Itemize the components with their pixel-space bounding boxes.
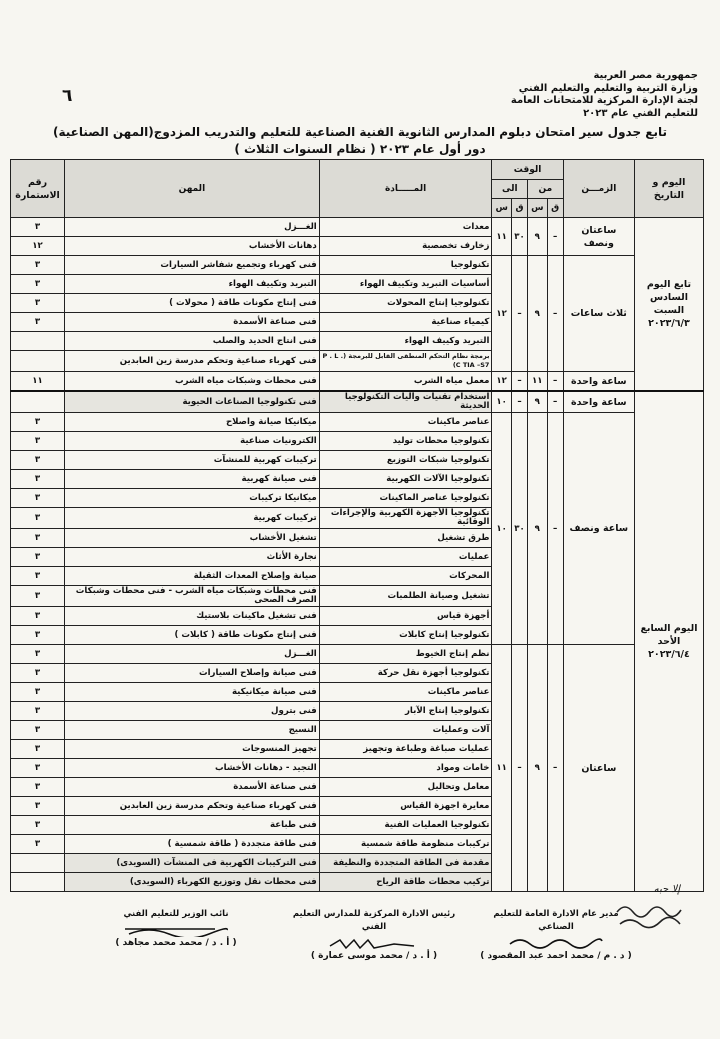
exam-schedule-table	[10, 159, 704, 892]
form-cell: ٣	[11, 275, 65, 294]
col-from: من	[528, 180, 564, 199]
form-cell: ٣	[11, 664, 65, 683]
to-q: ٣٠	[511, 218, 527, 256]
from-q: –	[547, 413, 563, 645]
to-s: ١٢	[492, 256, 511, 372]
to-s: ١٠	[492, 413, 511, 645]
profession-cell: فنى محطات وشبكات مياه الشرب - فنى محطات وشبكات الصرف الصحى	[65, 586, 320, 607]
subject-cell: مقدمة فى الطاقة المتجددة والنظيفة	[319, 854, 492, 873]
subject-cell: تكنولوجيا إنتاج كابلات	[319, 626, 492, 645]
col-from-s: س	[528, 199, 547, 218]
signature-role: مدير عام الادارة العامة للتعليم الصناعي	[493, 909, 619, 932]
subject-cell: التبريد وكييف الهواء	[319, 332, 492, 351]
subject-cell: تكنولوجيا الآلات الكهربية	[319, 470, 492, 489]
profession-cell: تركيبات كهربية للمنشآت	[65, 451, 320, 470]
subject-cell: تكنولوجيا إنتاج الآبار	[319, 702, 492, 721]
profession-cell: فنى بترول	[65, 702, 320, 721]
subject-cell: طرق تشغيل	[319, 529, 492, 548]
signature-name: ( أ . د / محمد موسى عمارة )	[310, 951, 438, 961]
day-cell: اليوم السابع الأحد ٢٠٢٣/٦/٤	[634, 391, 703, 892]
profession-cell: فنى محطات نقل وتوزيع الكهرباء (السويدى)	[65, 873, 320, 892]
approval-note: إلا حبه	[653, 884, 680, 895]
profession-cell: ميكانيكا صيانة واصلاح	[65, 413, 320, 432]
from-q: –	[547, 391, 563, 413]
duration-cell: ساعة واحدة	[563, 372, 634, 392]
from-q: –	[547, 645, 563, 892]
table-row	[11, 256, 704, 275]
subject-cell: تركيبات منظومة طاقة شمسية	[319, 835, 492, 854]
profession-cell: تركيبات كهربية	[65, 508, 320, 529]
subject-cell: تشغيل وصيانة الطلمبات	[319, 586, 492, 607]
signature-block-2	[284, 908, 464, 963]
signature-name: ( أ . د / محمد محمد مجاهد )	[115, 938, 237, 948]
subject-cell: خامات ومواد	[319, 759, 492, 778]
col-to-q: ق	[511, 199, 527, 218]
subject-cell: تكنولوجيا شبكات التوزيع	[319, 451, 492, 470]
col-time: الوقت	[492, 160, 563, 180]
col-subject: المـــــادة	[319, 160, 492, 218]
form-cell: ٣	[11, 413, 65, 432]
form-cell: ١١	[11, 372, 65, 392]
profession-cell: فنى صيانة كهربية	[65, 470, 320, 489]
form-cell: ٣	[11, 529, 65, 548]
table-row	[11, 391, 704, 413]
signature-role: نائب الوزير للتعليم الفني	[123, 909, 229, 919]
form-cell: ٣	[11, 626, 65, 645]
profession-cell: الغـــزل	[65, 645, 320, 664]
profession-cell: التجيد - دهانات الأخشاب	[65, 759, 320, 778]
to-s: ١٠	[492, 391, 511, 413]
profession-cell: فنى محطات وشبكات مياه الشرب	[65, 372, 320, 392]
form-cell: ٣	[11, 835, 65, 854]
subject-cell: تكنولوجيا عناصر الماكينات	[319, 489, 492, 508]
subject-cell: كيمياء صناعية	[319, 313, 492, 332]
table-row	[11, 645, 704, 664]
col-day: اليوم و التاريخ	[634, 160, 703, 218]
profession-cell: النسيج	[65, 721, 320, 740]
form-cell: ٣	[11, 432, 65, 451]
form-cell: ٣	[11, 778, 65, 797]
profession-cell: صيانة وإصلاح المعدات الثقيلة	[65, 567, 320, 586]
form-cell	[11, 873, 65, 892]
form-cell: ٣	[11, 567, 65, 586]
profession-cell: فنى صيانة ميكانيكية	[65, 683, 320, 702]
to-s: ١١	[492, 645, 511, 892]
header-line-4: للتعليم الفني عام ٢٠٢٣	[583, 107, 698, 119]
form-cell: ١٢	[11, 237, 65, 256]
form-cell: ٣	[11, 816, 65, 835]
subject-cell: تكنولوجيا	[319, 256, 492, 275]
subject-cell: تكنولوجيا العمليات الفنية	[319, 816, 492, 835]
to-q: –	[511, 256, 527, 372]
ministry-header	[511, 70, 698, 120]
form-cell: ٣	[11, 489, 65, 508]
profession-cell: تجهيز المنسوجات	[65, 740, 320, 759]
profession-cell: فنى طاقة متجددة ( طاقة شمسية )	[65, 835, 320, 854]
signature-role: رئيس الادارة المركزية للمدارس التعليم الفني	[292, 909, 456, 932]
from-s: ٩	[528, 218, 547, 256]
from-q: –	[547, 256, 563, 372]
form-cell: ٣	[11, 702, 65, 721]
subject-cell: عناصر ماكينات	[319, 683, 492, 702]
table-row	[11, 372, 704, 392]
header-line-3: لجنة الإدارة المركزية للامتحانات العامة	[510, 95, 698, 106]
subject-cell: برمجة نظام التحكم المنطقى القابل للبرمجة (P . L . C TIA –S7)	[319, 351, 492, 372]
profession-cell: ميكانيكا تركيبات	[65, 489, 320, 508]
form-cell: ٣	[11, 721, 65, 740]
col-to: الى	[492, 180, 528, 199]
profession-cell: فنى كهرباء صناعية وتحكم مدرسة زين العابدين	[65, 351, 320, 372]
profession-cell: فنى تكنولوجيا الصناعات الحيوية	[65, 391, 320, 413]
subject-cell: عناصر ماكينات	[319, 413, 492, 432]
subject-cell: عمليات	[319, 548, 492, 567]
profession-cell: فنى التركيبات الكهربية فى المنشآت (السويدى)	[65, 854, 320, 873]
duration-cell: ساعة ونصف	[563, 413, 634, 645]
subject-cell: تركيب محطات طاقة الرياح	[319, 873, 492, 892]
duration-cell: ثلاث ساعات	[563, 256, 634, 372]
from-s: ٩	[528, 413, 547, 645]
to-s: ١٢	[492, 372, 511, 392]
header-line-1: جمهورية مصر العربية	[593, 70, 698, 81]
profession-cell: فنى طباعة	[65, 816, 320, 835]
profession-cell: فنى كهرباء وتجميع شفاشر السيارات	[65, 256, 320, 275]
profession-cell: تشغيل الأخشاب	[65, 529, 320, 548]
signature-scribble	[506, 936, 606, 950]
form-cell: ٣	[11, 294, 65, 313]
table-row	[11, 218, 704, 237]
subject-cell: معايرة اجهزة القياس	[319, 797, 492, 816]
profession-cell: نجارة الأثاث	[65, 548, 320, 567]
profession-cell: الغـــزل	[65, 218, 320, 237]
profession-cell: فنى صناعة الأسمدة	[65, 313, 320, 332]
from-q: –	[547, 218, 563, 256]
document-title: تابع جدول سير امتحان دبلوم المدارس الثانوية الفنية الصناعية للتعليم والتدريب المزدوج(المهن الصناعية)	[52, 125, 668, 139]
form-cell: ٣	[11, 607, 65, 626]
subject-cell: تكنولوجيا الأجهزة الكهربية والإجراءات الوقائية	[319, 508, 492, 529]
form-cell: ٣	[11, 683, 65, 702]
profession-cell: فنى كهرباء صناعية وتحكم مدرسة زين العابدين	[65, 797, 320, 816]
form-cell: ٣	[11, 508, 65, 529]
day-cell: تابع اليوم السادس السبت ٢٠٢٣/٦/٣	[634, 218, 703, 392]
profession-cell: فنى تشغيل ماكينات بلاستيك	[65, 607, 320, 626]
duration-cell: ساعتان	[563, 645, 634, 892]
from-q: –	[547, 372, 563, 392]
subject-cell: تكنولوجيا محطات توليد	[319, 432, 492, 451]
page-number: ٦	[62, 86, 73, 106]
duration-cell: ساعتان ونصف	[563, 218, 634, 256]
subject-cell: المحركات	[319, 567, 492, 586]
col-to-s: س	[492, 199, 511, 218]
duration-cell: ساعة واحدة	[563, 391, 634, 413]
to-q: –	[511, 372, 527, 392]
form-cell: ٣	[11, 313, 65, 332]
form-cell: ٣	[11, 451, 65, 470]
header-line-2: وزارة التربية والتعليم والتعليم الفني	[518, 82, 698, 94]
form-cell	[11, 332, 65, 351]
subject-cell: زخارف تخصصية	[319, 237, 492, 256]
subject-cell: تكنولوجيا إنتاج المحولات	[319, 294, 492, 313]
profession-cell: دهانات الأخشاب	[65, 237, 320, 256]
profession-cell: فنى انتاج الحديد والصلب	[65, 332, 320, 351]
from-s: ٩	[528, 256, 547, 372]
from-s: ٩	[528, 391, 547, 413]
document-subtitle: ( نظام السنوات الثلاث ) دور أول عام ٢٠٢٣	[234, 142, 486, 156]
form-cell: ٣	[11, 797, 65, 816]
col-professions: المهن	[65, 160, 320, 218]
form-cell: ٣	[11, 645, 65, 664]
to-q: –	[511, 391, 527, 413]
profession-cell: التبريد وتكييف الهواء	[65, 275, 320, 294]
form-cell: ٣	[11, 740, 65, 759]
form-cell: ٣	[11, 548, 65, 567]
subject-cell: استخدام تقنيات وآليات التكنولوجيا الحديثة	[319, 391, 492, 413]
subject-cell: معدات	[319, 218, 492, 237]
from-s: ٩	[528, 645, 547, 892]
form-cell: ٣	[11, 256, 65, 275]
subject-cell: آلات وعمليات	[319, 721, 492, 740]
subject-cell: معامل وتحاليل	[319, 778, 492, 797]
col-from-q: ق	[547, 199, 563, 218]
subject-cell: معمل مياه الشرب	[319, 372, 492, 392]
profession-cell: فنى إنتاج مكونات طاقة ( كابلات )	[65, 626, 320, 645]
col-duration: الزمـــن	[563, 160, 634, 218]
form-cell	[11, 391, 65, 413]
profession-cell: الكترونيات صناعية	[65, 432, 320, 451]
signature-name: ( د . م / محمد احمد عبد المقصود )	[480, 951, 632, 961]
from-s: ١١	[528, 372, 547, 392]
subject-cell: أساسيات التبريد وتكييف الهواء	[319, 275, 492, 294]
form-cell: ٣	[11, 470, 65, 489]
to-s: ١١	[492, 218, 511, 256]
form-cell: ٣	[11, 759, 65, 778]
profession-cell: فنى صناعة الأسمدة	[65, 778, 320, 797]
to-q: ٣٠	[511, 413, 527, 645]
profession-cell: فنى إنتاج مكونات طاقة ( محولات )	[65, 294, 320, 313]
col-form-number: رقم الاستمارة	[11, 160, 65, 218]
table-row	[11, 413, 704, 432]
form-cell: ٣	[11, 586, 65, 607]
form-cell	[11, 351, 65, 372]
signature-scribble	[121, 923, 231, 937]
signature-block-1	[476, 908, 636, 963]
profession-cell: فنى صيانة وإصلاح السيارات	[65, 664, 320, 683]
subject-cell: تكنولوجيا أجهزة نقل حركة	[319, 664, 492, 683]
subject-cell: عمليات صباغة وطباعة وتجهيز	[319, 740, 492, 759]
form-cell	[11, 854, 65, 873]
signature-block-3	[86, 908, 266, 950]
subject-cell: نظم إنتاج الخيوط	[319, 645, 492, 664]
form-cell: ٣	[11, 218, 65, 237]
to-q: –	[511, 645, 527, 892]
subject-cell: أجهزة قياس	[319, 607, 492, 626]
signature-scribble	[324, 936, 424, 950]
